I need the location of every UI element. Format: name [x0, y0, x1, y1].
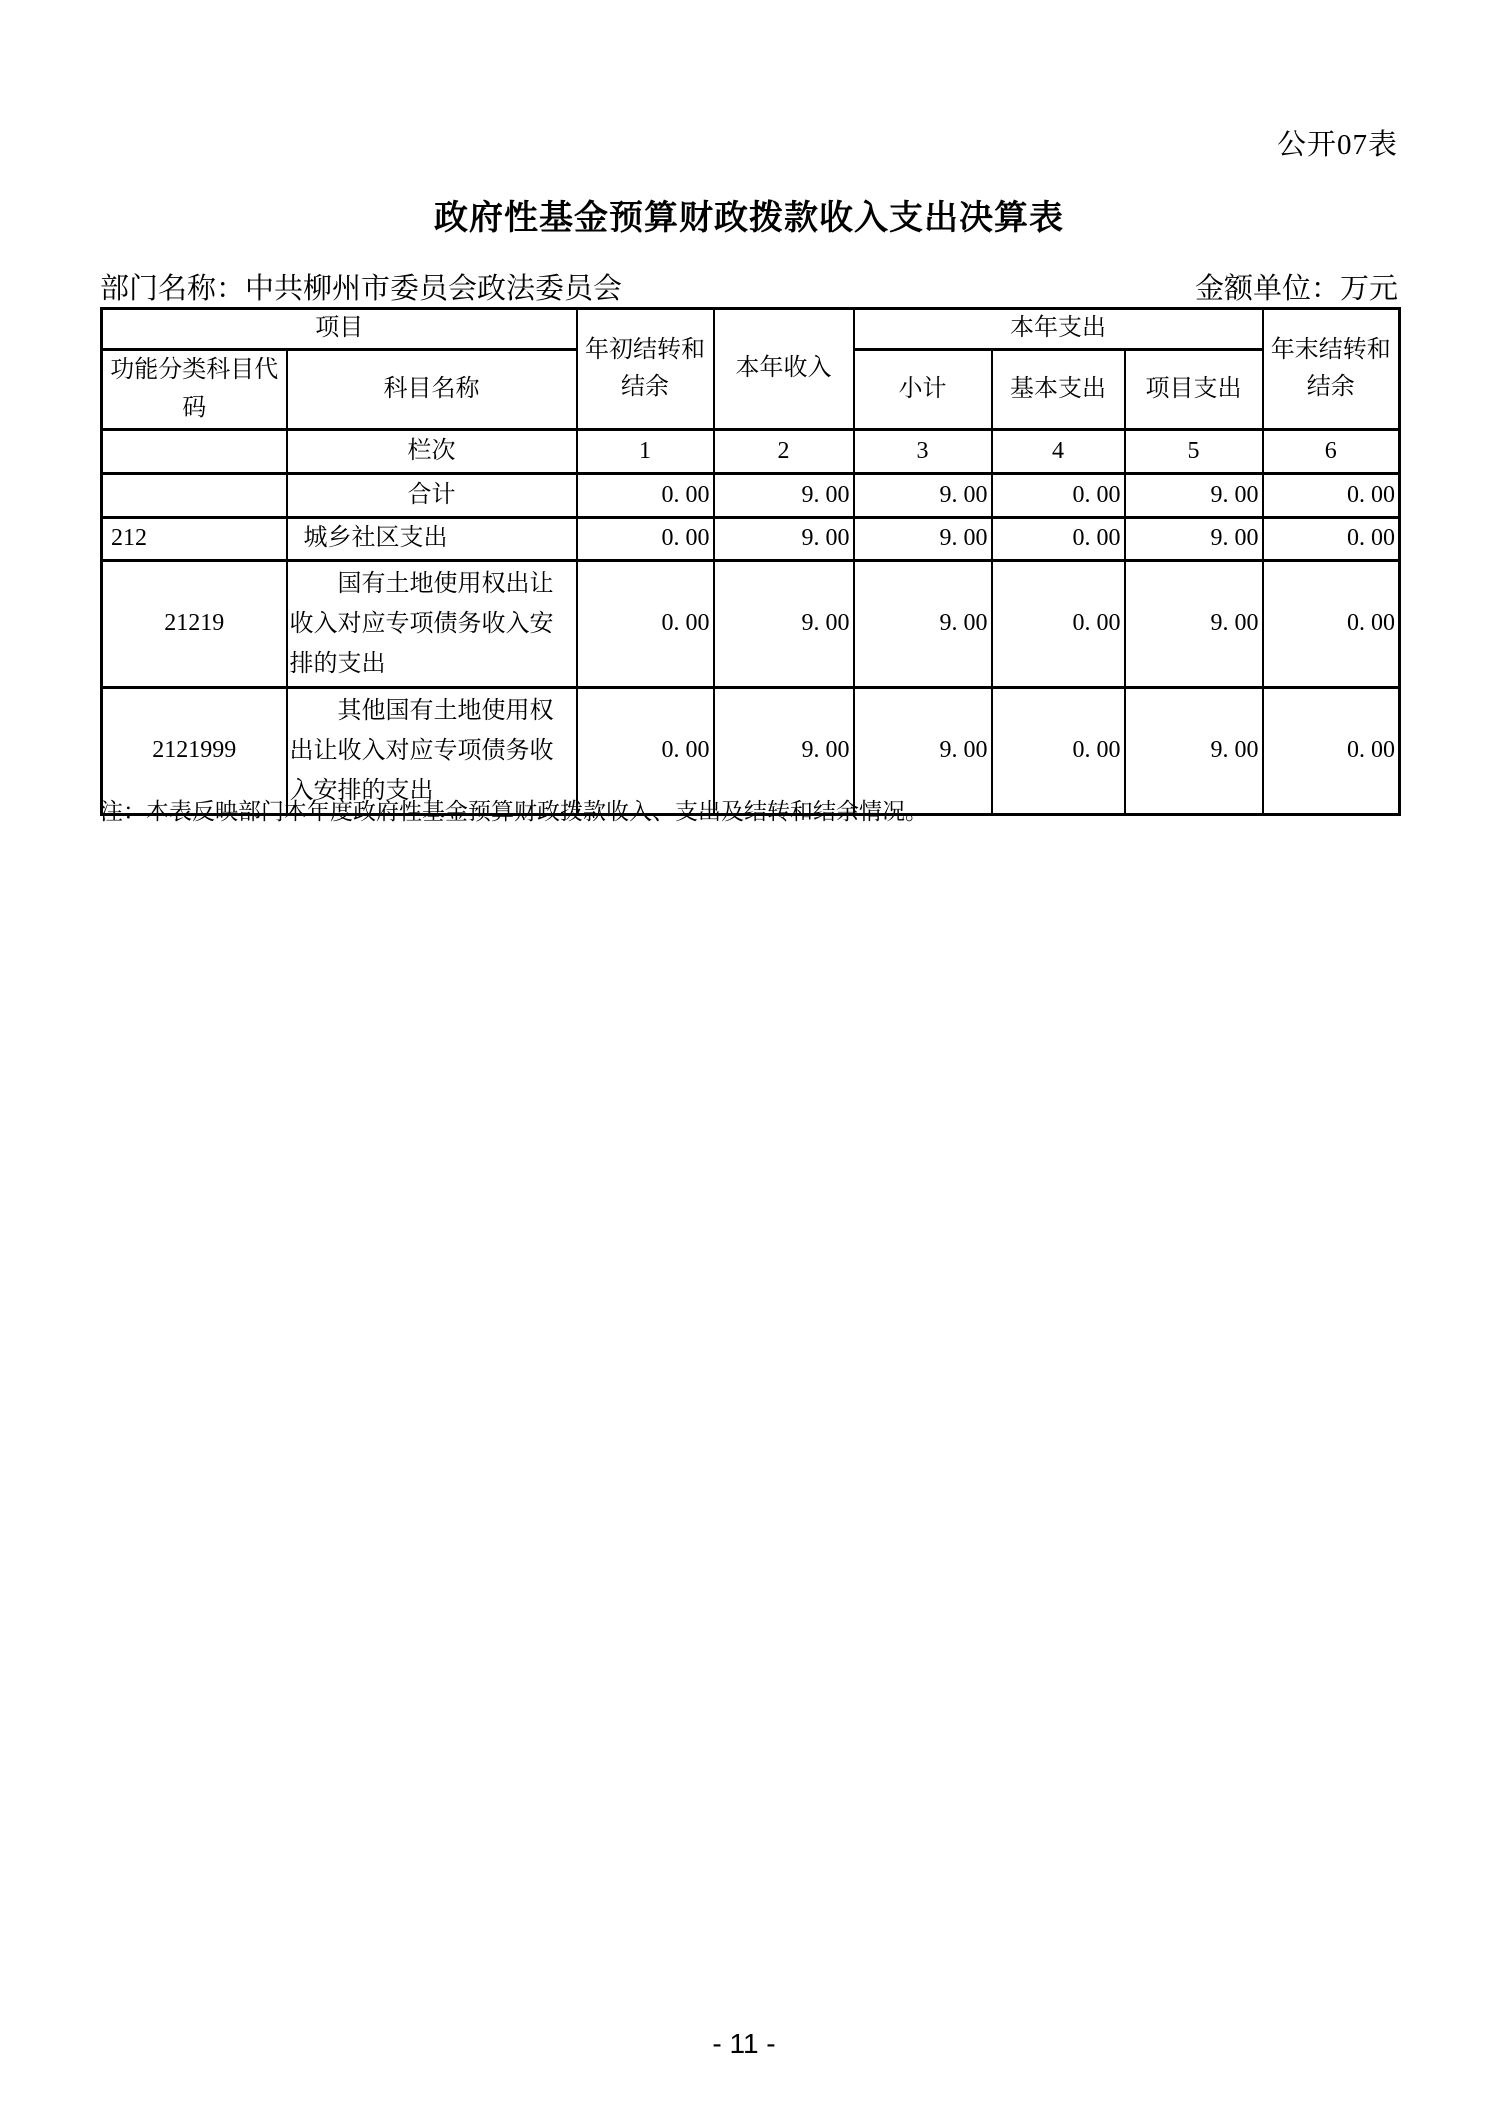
table-row-total: [102, 474, 1400, 518]
value-cell: 0. 00: [577, 688, 714, 815]
value-cell: 9. 00: [714, 474, 854, 518]
empty-cell: [102, 430, 287, 474]
column-index: 4: [992, 430, 1125, 474]
column-index: 6: [1263, 430, 1400, 474]
value-cell: 9. 00: [714, 518, 854, 561]
name-cell: 城乡社区支出: [287, 518, 577, 561]
value-cell: 0. 00: [992, 561, 1125, 688]
value-cell: 9. 00: [854, 561, 992, 688]
value-cell: 0. 00: [1263, 561, 1400, 688]
value-cell: 0. 00: [577, 561, 714, 688]
value-cell: 9. 00: [854, 518, 992, 561]
code-cell: [102, 474, 287, 518]
name-cell: 其他国有土地使用权出让收入对应专项债务收入安排的支出: [287, 688, 577, 815]
header-current-expenditure: 本年支出: [854, 309, 1263, 350]
table-note: 注：本表反映部门本年度政府性基金预算财政拨款收入、支出及结转和结余情况。: [100, 799, 928, 824]
value-cell: 9. 00: [854, 688, 992, 815]
column-index: 3: [854, 430, 992, 474]
column-index-label: 栏次: [287, 430, 577, 474]
value-cell: 9. 00: [714, 561, 854, 688]
value-cell: 0. 00: [1263, 474, 1400, 518]
column-index-row: [102, 430, 1400, 474]
value-cell: 9. 00: [854, 474, 992, 518]
amount-unit-label: 金额单位：万元: [1194, 273, 1398, 305]
department-name-label: 部门名称：中共柳州市委员会政法委员会: [100, 273, 623, 305]
table-row: [102, 561, 1400, 688]
value-cell: 9. 00: [1125, 688, 1263, 815]
header-current-income: 本年收入: [714, 309, 854, 430]
value-cell: 0. 00: [992, 688, 1125, 815]
value-cell: 9. 00: [714, 688, 854, 815]
header-row-top: [102, 309, 1400, 350]
budget-table: [100, 307, 1401, 816]
value-cell: 0. 00: [577, 518, 714, 561]
code-cell: 2121999: [102, 688, 287, 815]
header-basic-expenditure: 基本支出: [992, 350, 1125, 430]
column-index: 5: [1125, 430, 1263, 474]
header-subtotal: 小计: [854, 350, 992, 430]
code-cell: 21219: [102, 561, 287, 688]
header-subject-name: 科目名称: [287, 350, 577, 430]
header-project: 项目: [102, 309, 577, 350]
value-cell: 0. 00: [992, 518, 1125, 561]
table-row: [102, 518, 1400, 561]
name-cell: 国有土地使用权出让收入对应专项债务收入安排的支出: [287, 561, 577, 688]
column-index: 1: [577, 430, 714, 474]
value-cell: 0. 00: [1263, 688, 1400, 815]
header-opening-balance: 年初结转和结余: [577, 309, 714, 430]
header-function-code: 功能分类科目代码: [102, 350, 287, 430]
page-title: 政府性基金预算财政拨款收入支出决算表: [434, 199, 1064, 237]
value-cell: 9. 00: [1125, 474, 1263, 518]
value-cell: 9. 00: [1125, 561, 1263, 688]
column-index: 2: [714, 430, 854, 474]
name-cell: 合计: [287, 474, 577, 518]
page-number: - 11 -: [712, 2028, 776, 2059]
code-cell: 212: [102, 518, 287, 561]
meta-row: [100, 266, 1398, 307]
value-cell: 0. 00: [577, 474, 714, 518]
value-cell: 0. 00: [992, 474, 1125, 518]
form-number-label: 公开07表: [1276, 129, 1398, 161]
value-cell: 9. 00: [1125, 518, 1263, 561]
header-closing-balance: 年末结转和结余: [1263, 309, 1400, 430]
header-project-expenditure: 项目支出: [1125, 350, 1263, 430]
value-cell: 0. 00: [1263, 518, 1400, 561]
